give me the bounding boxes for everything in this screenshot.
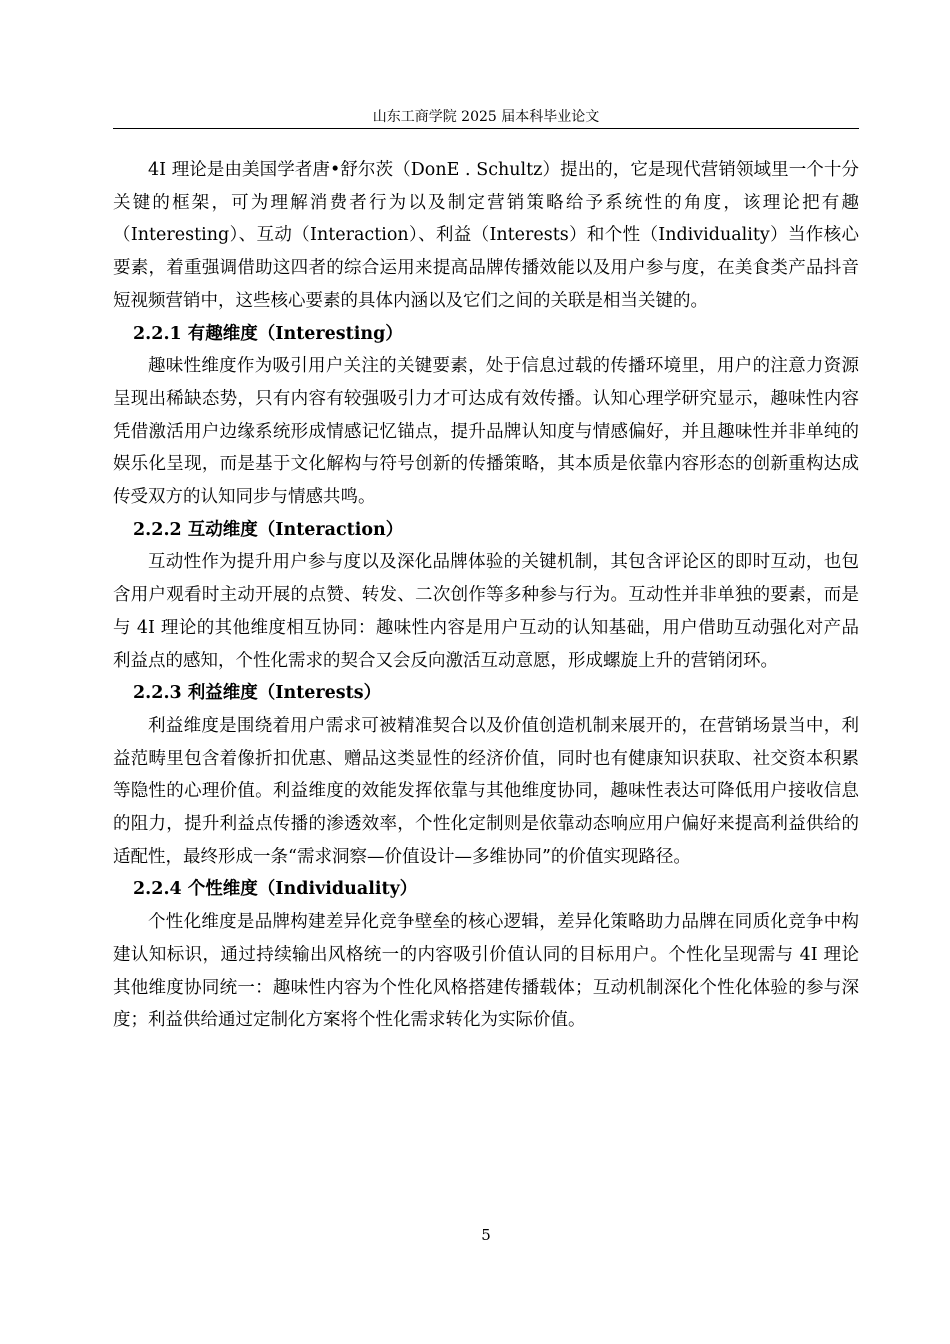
section-paragraph-individuality: 个性化维度是品牌构建差异化竞争壁垒的核心逻辑，差异化策略助力品牌在同质化竞争中构建认知标识，通过持续输出风格统一的内容吸引价值认同的目标用户。个性化呈现需与 4I 理论其他维度协同统一：趣味性内容为个性化风格搭建传播载体；互动机制深化个性化体验的参与深度；利益供给通过定制化方案将个性化需求转化为实际价值。	[113, 912, 859, 1031]
document-body	[113, 154, 859, 1037]
section-heading-interaction: 2.2.2 互动维度（Interaction）	[133, 519, 404, 540]
header-rule	[113, 128, 859, 129]
section-heading-interesting: 2.2.1 有趣维度（Interesting）	[133, 323, 403, 344]
section-heading-interests: 2.2.3 利益维度（Interests）	[133, 683, 382, 704]
page-header: 山东工商学院 2025 届本科毕业论文	[372, 109, 600, 125]
section-heading-individuality: 2.2.4 个性维度（Individuality）	[133, 879, 418, 900]
section-paragraph-interests: 利益维度是围绕着用户需求可被精准契合以及价值创造机制来展开的，在营销场景当中，利益范畴里包含着像折扣优惠、赠品这类显性的经济价值，同时也有健康知识获取、社交资本积累等隐性的心理价值。利益维度的效能发挥依靠与其他维度协同，趣味性表达可降低用户接收信息的阻力，提升利益点传播的渗透效率，个性化定制则是依靠动态响应用户偏好来提高利益供给的适配性，最终形成一条“需求洞察—价值设计—多维协同”的价值实现路径。	[113, 715, 859, 867]
page-number: 5	[481, 1226, 491, 1244]
section-paragraph-interaction: 互动性作为提升用户参与度以及深化品牌体验的关键机制，其包含评论区的即时互动，也包含用户观看时主动开展的点赞、转发、二次创作等多种参与行为。互动性并非单独的要素，而是与 4I 理论的其他维度相互协同：趣味性内容是用户互动的认知基础，用户借助互动强化对产品利益点的感知，个性化需求的契合又会反向激活互动意愿，形成螺旋上升的营销闭环。	[113, 552, 859, 671]
section-paragraph-interesting: 趣味性维度作为吸引用户关注的关键要素，处于信息过载的传播环境里，用户的注意力资源呈现出稀缺态势，只有内容有较强吸引力才可达成有效传播。认知心理学研究显示，趣味性内容凭借激活用户边缘系统形成情感记忆锚点，提升品牌认知度与情感偏好，并且趣味性并非单纯的娱乐化呈现，而是基于文化解构与符号创新的传播策略，其本质是依靠内容形态的创新重构达成传受双方的认知同步与情感共鸣。	[113, 356, 859, 508]
intro-paragraph: 4I 理论是由美国学者唐•舒尔茨（DonE . Schultz）提出的，它是现代营销领域里一个十分关键的框架，可为理解消费者行为以及制定营销策略给予系统性的角度，该理论把有趣（Interesting）、互动（Interaction）、利益（Interests）和个性（Individuality）当作核心要素，着重强调借助这四者的综合运用来提高品牌传播效能以及用户参与度，在美食类产品抖音短视频营销中，这些核心要素的具体内涵以及它们之间的关联是相当关键的。	[113, 160, 859, 311]
